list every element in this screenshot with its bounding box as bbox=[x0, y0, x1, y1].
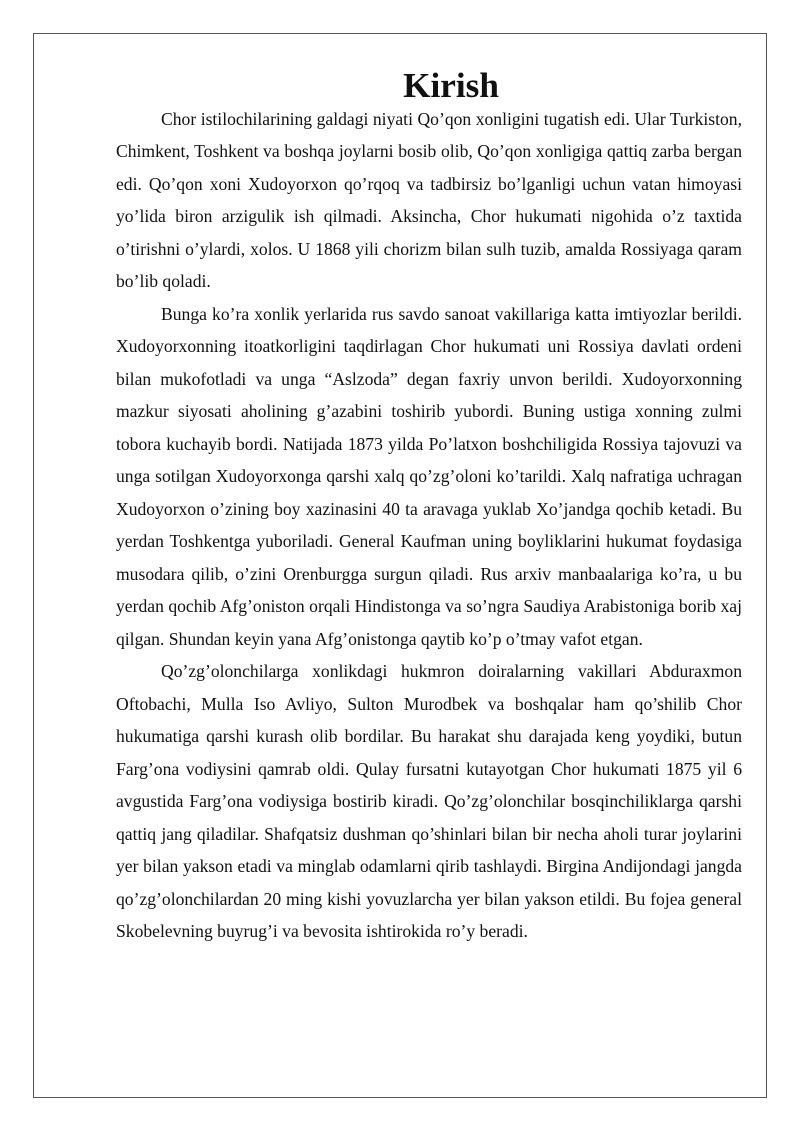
paragraph-2: Bunga ko’ra xonlik yerlarida rus savdo sanoat vakillariga katta imtiyozlar berildi. Xudoyorxonning itoatkorligini taqdirlagan Chor hukumati uni Rossiya davlati ordeni bilan mukofotladi va unga “Aslzoda” degan faxriy unvon berildi. Xudoyorxonning mazkur siyosati aholining g’azabini toshirib yubordi. Buning ustiga xonning zulmi tobora kuchayib bordi. Natijada 1873 yilda Po’latxon boshchiligida Rossiya tajovuzi va unga sotilgan Xudoyorxonga qarshi xalq qo’zg’oloni ko’tarildi. Xalq nafratiga uchragan Xudoyorxon o’zining boy xazinasini 40 ta aravaga yuklab Xo’jandga qochib ketadi. Bu yerdan Toshkentga yuboriladi. General Kaufman uning boyliklarini hukumat foydasiga musodara qilib, o’zini Orenburgga surgun qiladi. Rus arxiv manbaalariga ko’ra, u bu yerdan qochib Afg’oniston orqali Hindistonga va so’ngra Saudiya Arabistoniga borib xaj qilgan. Shundan keyin yana Afg’onistonga qaytib ko’p o’tmay vafot etgan. bbox=[116, 303, 742, 649]
document-title: Kirish bbox=[403, 66, 499, 105]
paragraph-1: Chor istilochilarining galdagi niyati Qo’qon xonligini tugatish edi. Ular Turkiston, Chimkent, Toshkent va boshqa joylarni bosib olib, Qo’qon xonligiga qattiq zarba bergan edi. Qo’qon xoni Xudoyorxon qo’rqoq va tadbirsiz bo’lganligi uchun vatan himoyasi yo’lida biron arzigulik ish qilmadi. Aksincha, Chor hukumati nigohida o’z taxtida o’tirishni o’ylardi, xolos. U 1868 yili chorizm bilan sulh tuzib, amalda Rossiyaga qaram bo’lib qoladi. bbox=[116, 108, 742, 291]
document-body bbox=[116, 66, 742, 948]
paragraph-3: Qo’zg’olonchilarga xonlikdagi hukmron doiralarning vakillari Abduraxmon Oftobachi, Mulla Iso Avliyo, Sulton Murodbek va boshqalar ham qo’shilib Chor hukumatiga qarshi kurash olib bordilar. Bu harakat shu darajada keng yoydiki, butun Farg’ona vodiysini qamrab oldi. Qulay fursatni kutayotgan Chor hukumati 1875 yil 6 avgustida Farg’ona vodiysiga bostirib kiradi. Qo’zg’olonchilar bosqinchiliklarga qarshi qattiq jang qiladilar. Shafqatsiz dushman qo’shinlari bilan bir necha aholi turar joylarini yer bilan yakson etadi va minglab odamlarni qirib tashlaydi. Birgina Andijondagi jangda qo’zg’olonchilardan 20 ming kishi yovuzlarcha yer bilan yakson etildi. Bu fojea general Skobelevning buyrug’i va bevosita ishtirokida ro’y beradi. bbox=[116, 661, 742, 941]
